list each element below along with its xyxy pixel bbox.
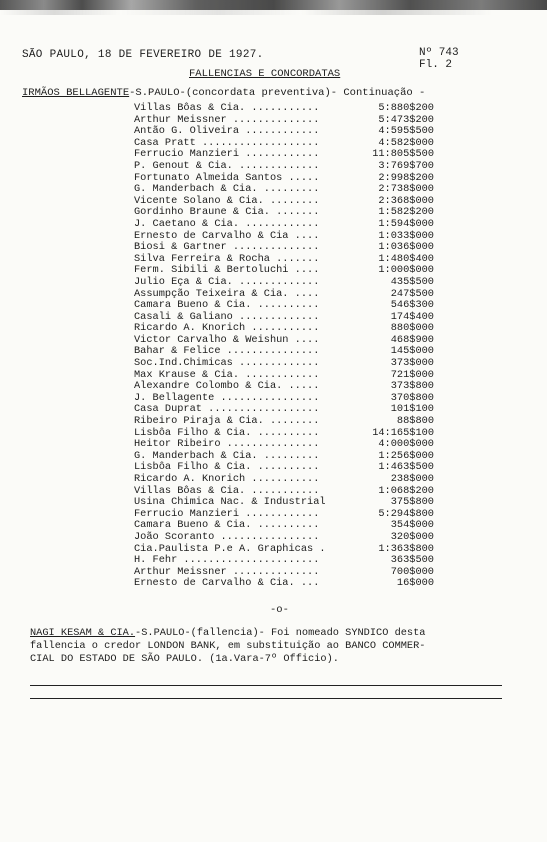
creditor-amount: 1:463$500 [378,461,434,474]
creditor-row [134,519,434,531]
section-heading-rest: -S.PAULO-(concordata preventiva)- Continuação - [129,87,426,99]
creditor-amount: 2:738$000 [378,183,434,196]
creditor-row [134,577,434,589]
creditor-row [134,137,434,149]
creditor-name: G. Manderbach & Cia. ......... [134,449,320,462]
creditor-row [134,508,434,520]
creditor-amount: 468$900 [390,333,434,346]
creditor-name: Lisbôa Filho & Cia. .......... [134,461,320,474]
creditor-amount: 16$000 [396,577,434,590]
creditor-name: Victor Carvalho & Weishun .... [134,333,320,346]
creditor-amount: 14:165$100 [372,426,434,439]
creditor-row [134,403,434,415]
creditor-row [134,276,434,288]
creditor-name: Arthur Meissner .............. [134,565,320,578]
creditor-name: Lisbôa Filho & Cia. .......... [134,426,320,439]
creditor-row [134,473,434,485]
creditor-name: Ribeiro Piraja & Cia. ........ [134,415,320,428]
creditor-name: Vicente Solano & Cia. ........ [134,194,320,207]
creditor-list [134,102,434,589]
creditor-name: Arthur Meissner .............. [134,113,320,126]
creditor-name: J. Bellagente ................ [134,391,320,404]
creditor-amount: 721$000 [390,368,434,381]
creditor-amount: 375$800 [390,496,434,509]
creditor-amount: 5:880$200 [378,102,434,114]
company-name: IRMÃOS BELLAGENTE [22,87,130,99]
creditor-amount: 1:363$800 [378,542,434,555]
creditor-amount: 435$500 [390,275,434,288]
creditor-row [134,566,434,578]
creditor-amount: 3:769$700 [378,159,434,172]
notice-paragraph-nagi-kesam [30,627,500,666]
sheet-number: Fl. 2 [419,59,453,71]
creditor-name: Julio Eça & Cia. ............. [134,275,320,288]
creditor-row [134,357,434,369]
creditor-name: Ricardo A. Knorich ........... [134,473,320,485]
notice-line-1: NAGI KESAM & CIA.-S.PAULO-(fallencia)- Foi nomeado SYNDICO desta [30,627,426,639]
creditor-row [134,160,434,172]
section-heading-bellagente [22,87,425,99]
document-title: FALLENCIAS E CONCORDATAS [189,68,341,80]
creditor-row [134,311,434,323]
creditor-amount: 1:033$000 [378,229,434,242]
creditor-amount: 2:998$200 [378,171,434,184]
creditor-name: Casa Duprat .................. [134,403,320,416]
divider-rule [30,698,502,699]
creditor-row [134,485,434,497]
creditor-row [134,148,434,160]
creditor-amount: 5:294$800 [378,507,434,520]
creditor-name: Ernesto de Carvalho & Cia .... [134,229,320,242]
creditor-row [134,172,434,184]
creditor-name: Cia.Paulista P.e A. Graphicas . [134,542,326,555]
creditor-amount: 4:595$500 [378,125,434,138]
creditor-row [134,125,434,137]
creditor-amount: 88$800 [396,415,434,428]
creditor-name: Soc.Ind.Chimicas ............. [134,357,320,370]
creditor-amount: 11:805$500 [372,148,434,161]
creditor-name: Biosi & Gartner .............. [134,241,320,254]
creditor-amount: 1:036$000 [378,241,434,254]
creditor-amount: 546$300 [390,299,434,312]
creditor-row [134,334,434,346]
creditor-row [134,322,434,334]
creditor-name: Max Krause & Cia. ............ [134,368,320,381]
creditor-name: Usina Chimica Nac. & Industrial [134,496,326,509]
creditor-amount: 700$000 [390,565,434,578]
creditor-row [134,543,434,555]
creditor-row [134,102,434,114]
creditor-name: Ricardo A. Knorich ........... [134,322,320,335]
creditor-amount: 1:480$400 [378,252,434,265]
creditor-name: G. Manderbach & Cia. ......... [134,183,320,196]
company-name: NAGI KESAM & CIA. [30,627,136,639]
creditor-row [134,195,434,207]
creditor-row [134,380,434,392]
document-date: SÃO PAULO, 18 DE FEVEREIRO DE 1927. [22,49,264,61]
creditor-amount: 370$800 [390,391,434,404]
creditor-row [134,241,434,253]
creditor-name: Alexandre Colombo & Cia. ..... [134,380,320,393]
creditor-amount: 1:582$200 [378,206,434,219]
creditor-row [134,531,434,543]
creditor-row [134,461,434,473]
creditor-row [134,230,434,242]
bulletin-number: Nº 743 [419,47,459,59]
creditor-name: Camara Bueno & Cia. .......... [134,519,320,532]
creditor-row [134,206,434,218]
creditor-name: Antão G. Oliveira ............ [134,125,320,138]
creditor-amount: 320$000 [390,530,434,543]
creditor-row [134,392,434,404]
creditor-amount: 174$400 [390,310,434,323]
creditor-name: Silva Ferreira & Rocha ....... [134,252,320,265]
creditor-amount: 1:068$200 [378,484,434,497]
creditor-row [134,450,434,462]
creditor-name: Gordinho Braune & Cia. ....... [134,206,320,219]
creditor-amount: 4:000$000 [378,438,434,451]
creditor-amount: 880$000 [390,322,434,335]
creditor-amount: 1:594$000 [378,217,434,230]
creditor-name: João Scoranto ................ [134,530,320,543]
creditor-row [134,288,434,300]
creditor-amount: 1:256$000 [378,449,434,462]
creditor-amount: 238$000 [390,473,434,485]
creditor-name: Ferrucio Manzieri ............ [134,148,320,161]
creditor-name: Casali & Galiano ............. [134,310,320,323]
creditor-row [134,183,434,195]
creditor-name: Assumpção Teixeira & Cia. .... [134,287,320,300]
creditor-amount: 145$000 [390,345,434,358]
creditor-amount: 1:000$000 [378,264,434,277]
creditor-row [134,218,434,230]
creditor-amount: 354$000 [390,519,434,532]
creditor-amount: 101$100 [390,403,434,416]
notice-line-2: fallencia o credor LONDON BANK, em substituição ao BANCO COMMER- [30,640,426,652]
creditor-name: P. Genout & Cia. ............. [134,159,320,172]
creditor-row [134,496,434,508]
creditor-name: Casa Pratt ................... [134,136,320,149]
creditor-row [134,369,434,381]
creditor-amount: 363$500 [390,554,434,567]
creditor-row [134,299,434,311]
creditor-name: J. Caetano & Cia. ............ [134,217,320,230]
creditor-name: Villas Bôas & Cia. ........... [134,484,320,497]
creditor-amount: 4:582$000 [378,136,434,149]
scan-smudge [0,0,547,10]
creditor-name: Ferrucio Manzieri ............ [134,507,320,520]
creditor-amount: 2:368$000 [378,194,434,207]
creditor-row [134,427,434,439]
creditor-name: Heitor Ribeiro ............... [134,438,320,451]
divider-rule [30,685,502,686]
creditor-amount: 247$500 [390,287,434,300]
creditor-name: Camara Bueno & Cia. .......... [134,299,320,312]
notice-line-3: CIAL DO ESTADO DE SÃO PAULO. (1a.Vara-7º Officio). [30,653,339,665]
section-separator: -o- [270,604,289,616]
creditor-row [134,554,434,566]
creditor-name: Ernesto de Carvalho & Cia. ... [134,577,320,590]
creditor-name: Bahar & Felice ............... [134,345,320,358]
creditor-row [134,264,434,276]
creditor-amount: 373$000 [390,357,434,370]
creditor-row [134,415,434,427]
creditor-name: Ferm. Sibili & Bertoluchi .... [134,264,320,277]
creditor-name: Fortunato Almeida Santos ..... [134,171,320,184]
creditor-amount: 373$800 [390,380,434,393]
creditor-row [134,345,434,357]
creditor-name: Villas Bôas & Cia. ........... [134,102,320,114]
creditor-row [134,114,434,126]
creditor-row [134,253,434,265]
creditor-amount: 5:473$200 [378,113,434,126]
creditor-name: H. Fehr ...................... [134,554,320,567]
creditor-row [134,438,434,450]
